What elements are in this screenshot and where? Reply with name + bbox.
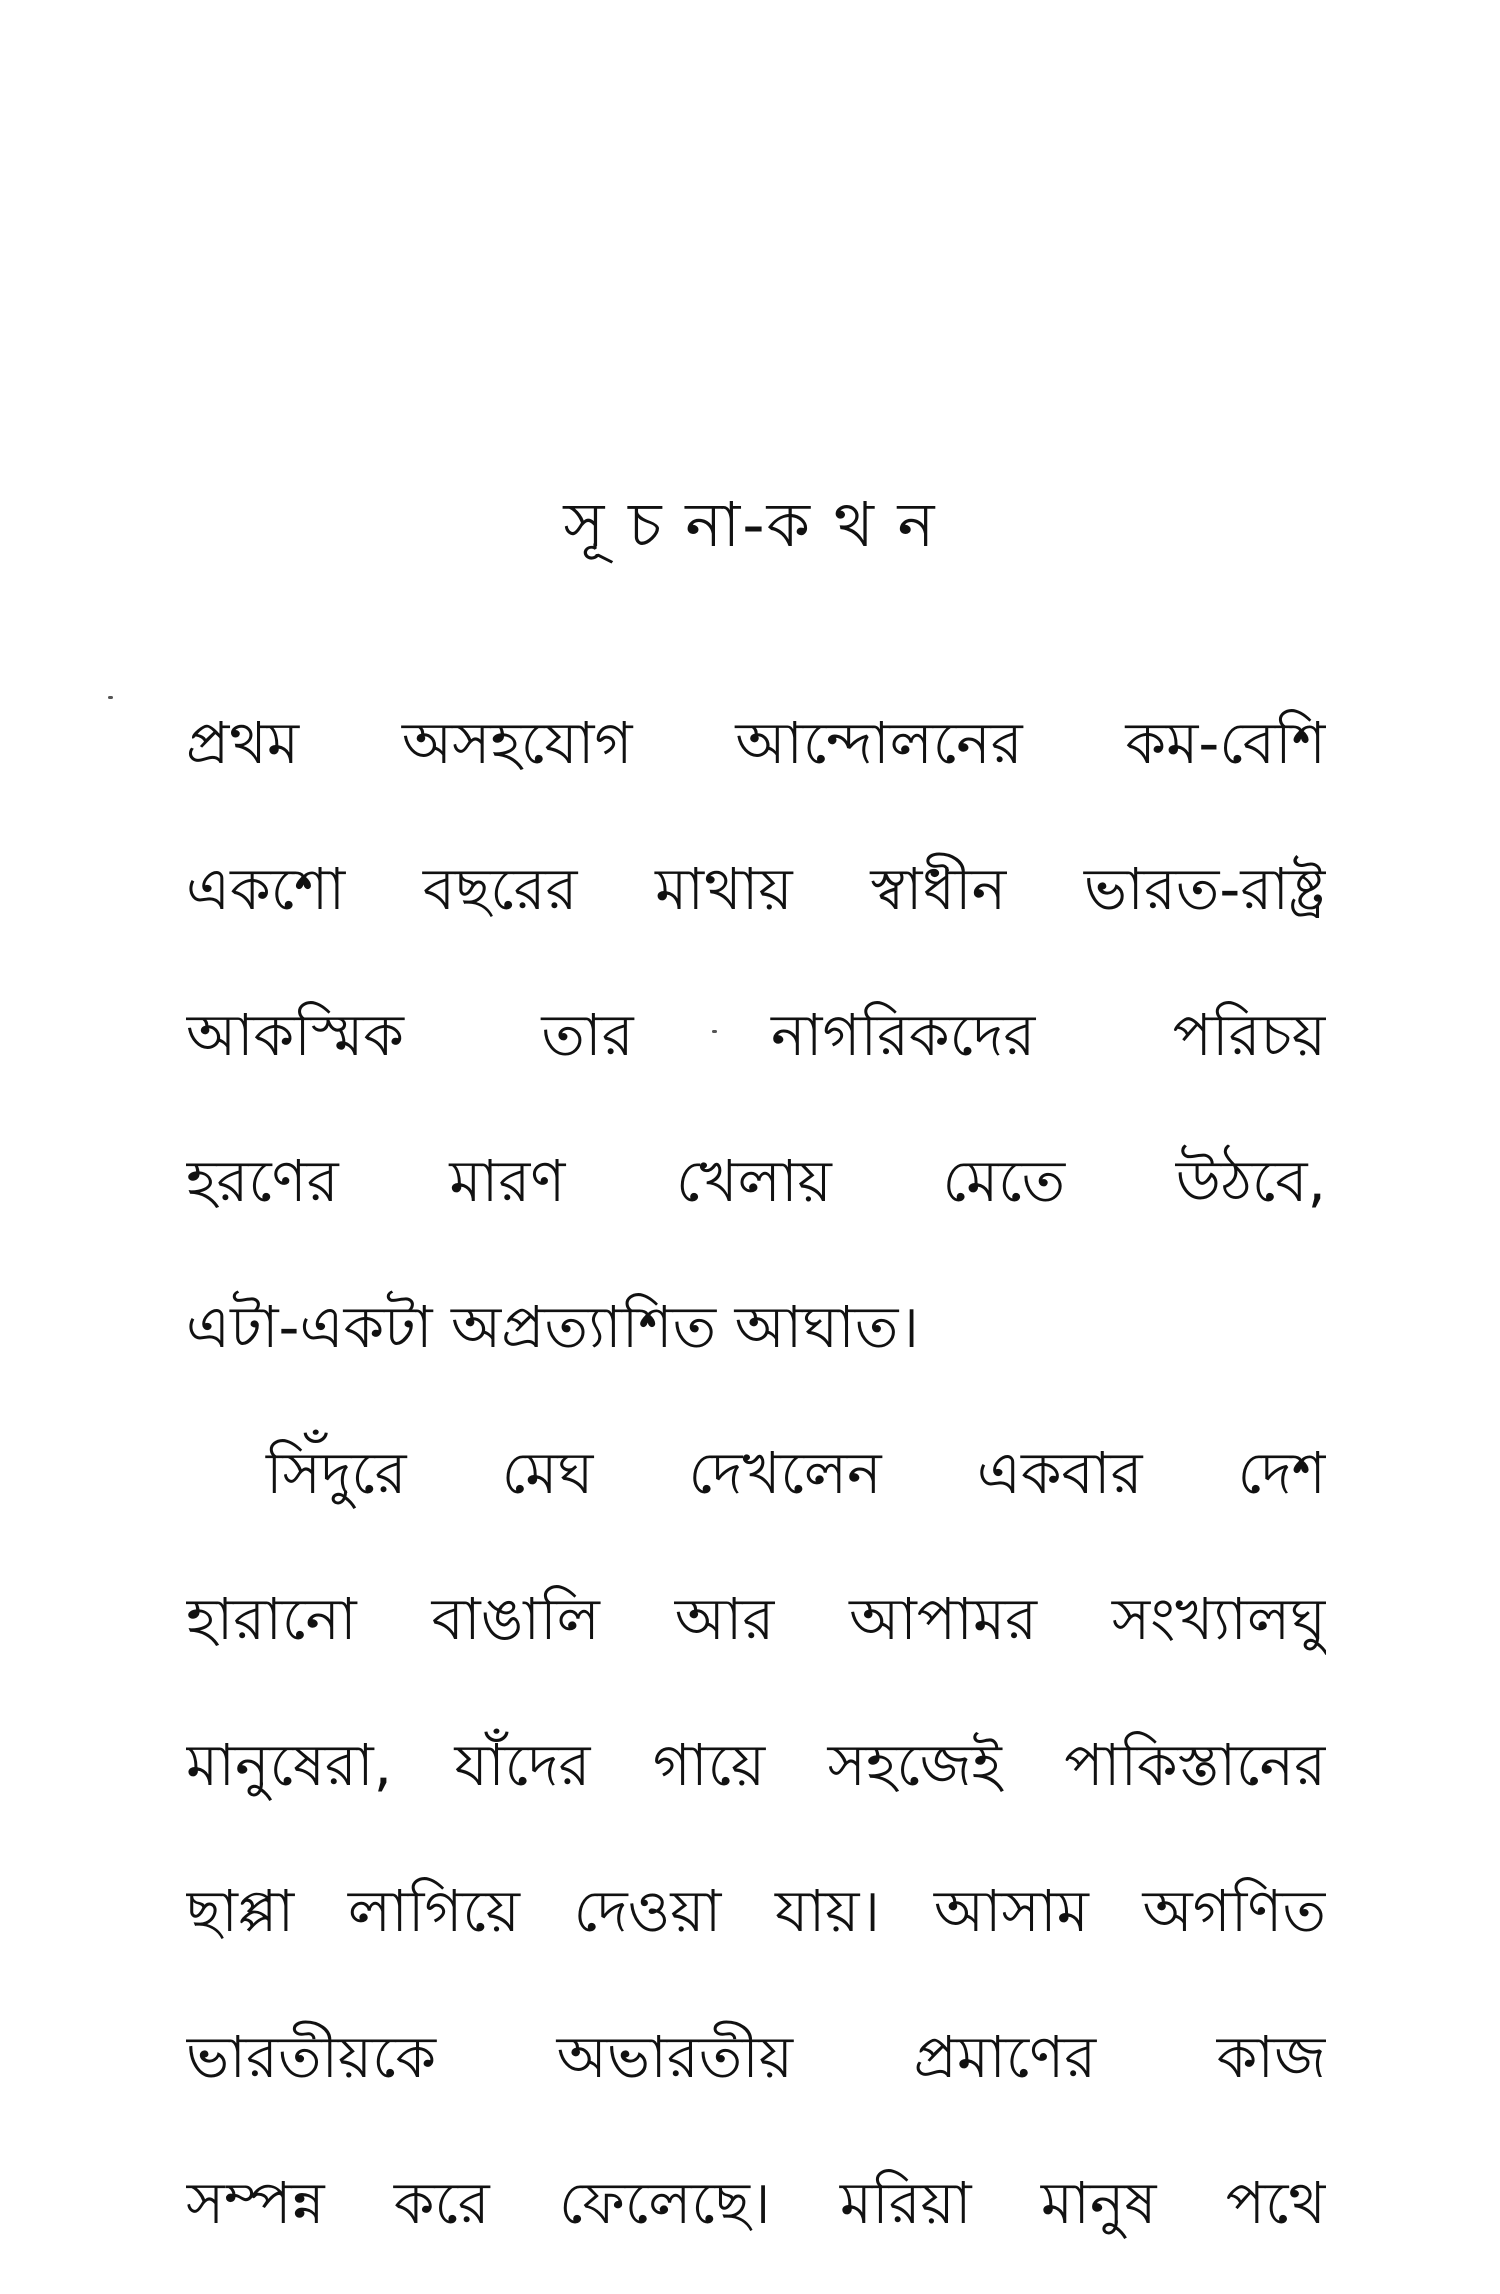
text-line: সম্পন্ন করে ফেলেছে। মরিয়া মানুষ পথে [186,2169,1326,2237]
body-text [186,688,1326,2294]
text-line: হরণের মারণ খেলায় মেতে উঠবে, [186,1147,1326,1215]
text-line: ভারতীয়কে অভারতীয় প্রমাণের কাজ [186,2023,1326,2091]
text-line: একশো বছরের মাথায় স্বাধীন ভারত-রাষ্ট্র [186,855,1326,923]
paragraph [186,1418,1326,2294]
page-title: সূ চ না-ক থ ন [563,488,937,561]
text-line: ছাপ্পা লাগিয়ে দেওয়া যায়। আসাম অগণিত [186,1877,1326,1945]
scan-speck [108,696,113,699]
text-line: মানুষেরা, যাঁদের গায়ে সহজেই পাকিস্তানের [186,1731,1326,1799]
text-line: এটা-একটা অপ্রত্যাশিত আঘাত। [186,1293,920,1361]
text-line: সিঁদুরে মেঘ দেখলেন একবার দেশ [266,1439,1326,1507]
text-line: আকস্মিক তার নাগরিকদের পরিচয় [186,1001,1326,1069]
paragraph [186,688,1326,1418]
text-line: হারানো বাঙালি আর আপামর সংখ্যালঘু [186,1585,1326,1653]
text-line: প্রথম অসহযোগ আন্দোলনের কম-বেশি [186,709,1326,777]
